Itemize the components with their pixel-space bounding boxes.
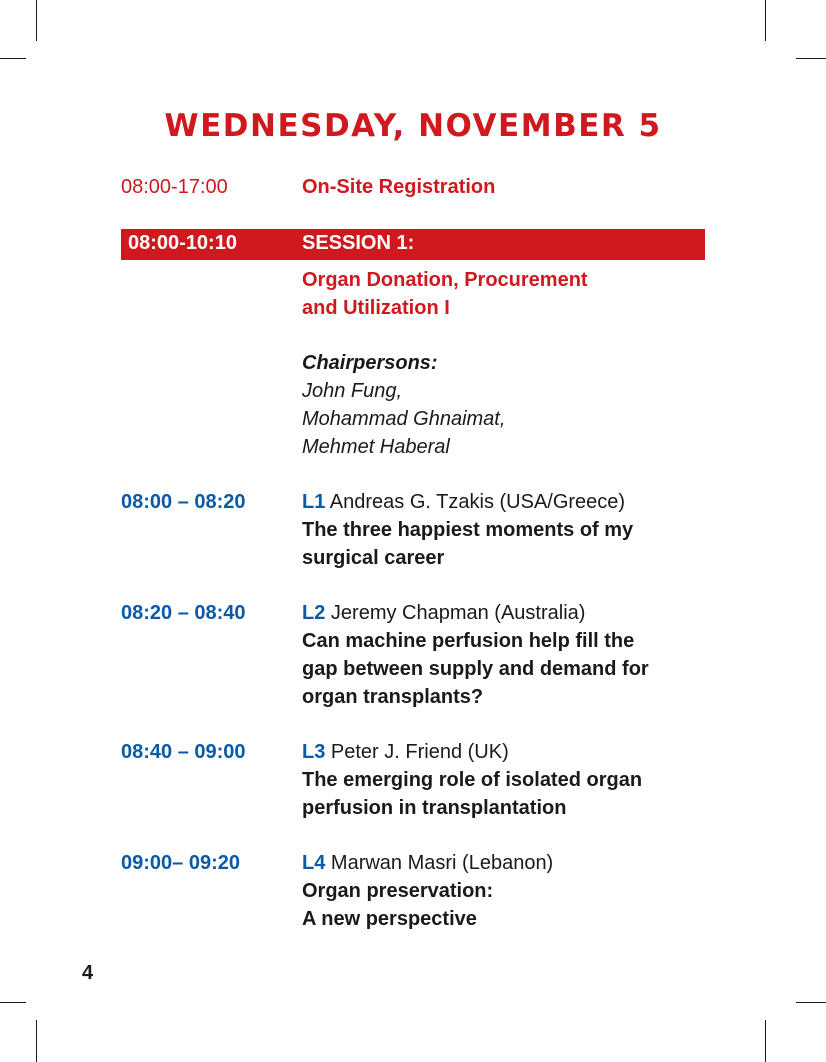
crop-mark-bottom-right-h [796, 1002, 826, 1003]
chairperson-name: John Fung, [302, 380, 403, 402]
lecture-speaker: Andreas G. Tzakis (USA/Greece) [329, 491, 626, 513]
lecture-speaker: Peter J. Friend (UK) [330, 741, 509, 763]
day-title: WEDNESDAY, NOVEMBER 5 [164, 108, 662, 144]
session-title-line: and Utilization I [302, 297, 450, 319]
lecture-code: L2 [302, 602, 326, 624]
registration-time: 08:00-17:00 [121, 176, 228, 198]
crop-mark-top-left-h [0, 58, 26, 59]
chairpersons-label: Chairpersons: [302, 352, 438, 374]
crop-mark-top-left [36, 0, 37, 41]
session-time: 08:00-10:10 [128, 232, 237, 254]
lecture-title-line: surgical career [302, 547, 445, 569]
chairperson-name: Mehmet Haberal [302, 436, 450, 458]
page-number: 4 [82, 962, 94, 984]
lecture-code: L4 [302, 852, 326, 874]
crop-mark-bottom-left-h [0, 1002, 26, 1003]
lecture-code: L1 [302, 491, 326, 513]
crop-mark-bottom-left-v [36, 1020, 37, 1062]
lecture-title-line: organ transplants? [302, 686, 484, 708]
crop-mark-top-right-v [765, 0, 766, 41]
lecture-time: 09:00– 09:20 [121, 852, 240, 874]
lecture-title-line: Organ preservation: [302, 880, 494, 902]
lecture-speaker: Jeremy Chapman (Australia) [330, 602, 586, 624]
lecture-title-line: perfusion in transplantation [302, 797, 567, 819]
crop-mark-bottom-right-v [765, 1020, 766, 1062]
lecture-title-line: gap between supply and demand for [302, 658, 649, 680]
lecture-title-line: A new perspective [302, 908, 477, 930]
lecture-title-line: The emerging role of isolated organ [302, 769, 643, 791]
session-label: SESSION 1: [302, 232, 415, 254]
chairperson-name: Mohammad Ghnaimat, [302, 408, 506, 430]
session-title-line: Organ Donation, Procurement [302, 269, 588, 291]
registration-label: On-Site Registration [302, 176, 496, 198]
crop-mark-top-right-h [796, 58, 826, 59]
lecture-title-line: The three happiest moments of my [302, 519, 634, 541]
lecture-time: 08:40 – 09:00 [121, 741, 246, 763]
lecture-time: 08:00 – 08:20 [121, 491, 246, 513]
lecture-time: 08:20 – 08:40 [121, 602, 246, 624]
lecture-code: L3 [302, 741, 326, 763]
lecture-title-line: Can machine perfusion help fill the [302, 630, 635, 652]
lecture-speaker: Marwan Masri (Lebanon) [330, 852, 554, 874]
session-header-bar [121, 229, 705, 260]
